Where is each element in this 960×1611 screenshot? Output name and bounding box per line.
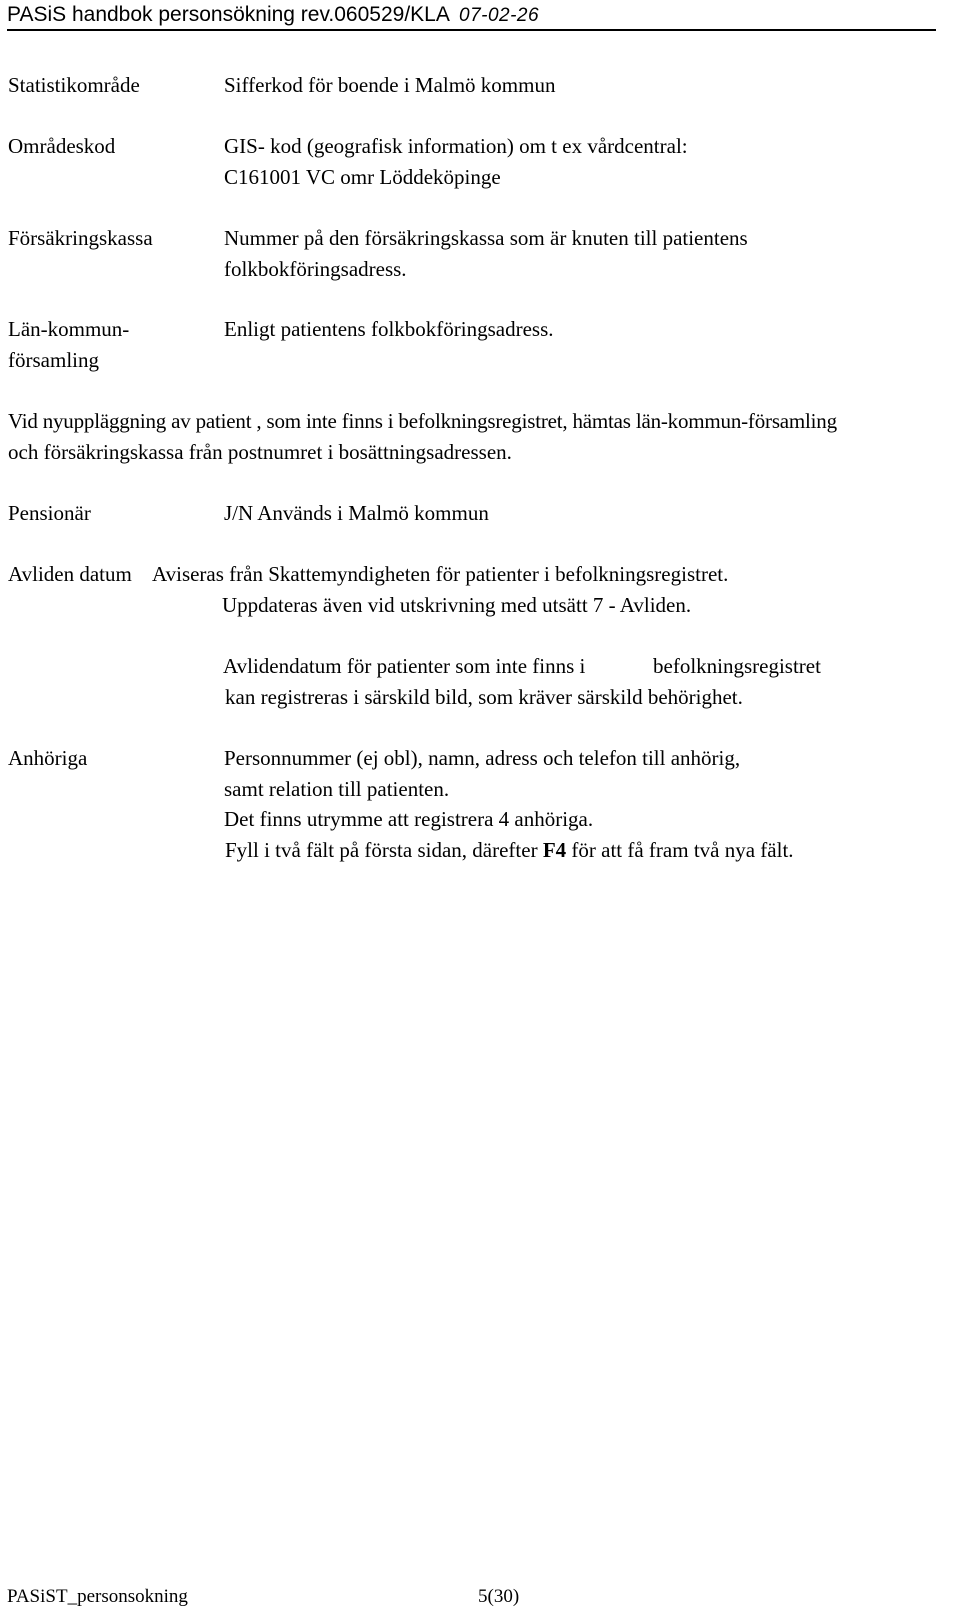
footer-filename: PASiST_personsokning: [7, 1586, 188, 1607]
term-anhoriga: Anhöriga: [8, 746, 88, 770]
desc-avliden-extra-2: kan registreras i särskild bild, som kräver särskild behörighet.: [225, 685, 743, 709]
term-statistikomrade: Statistikområde: [8, 73, 140, 97]
desc-anhoriga-line1: Personnummer (ej obl), namn, adress och telefon till anhörig,: [224, 746, 741, 770]
desc-anhoriga-line4-post: för att få fram två nya fält.: [566, 838, 794, 862]
desc-forsakringskassa-line2: folkbokföringsadress.: [224, 257, 407, 281]
desc-anhoriga-line2: samt relation till patienten.: [224, 777, 450, 801]
document-date: 07-02-26: [459, 5, 540, 26]
header-divider: [7, 29, 936, 31]
desc-forsakringskassa-line1: Nummer på den försäkringskassa som är knuten till patientens: [224, 226, 748, 250]
term-lan-kommun-line2: församling: [8, 348, 99, 372]
note-line-1: Vid nyuppläggning av patient , som inte finns i befolkningsregistret, hämtas län-kommun-församling: [8, 409, 837, 433]
term-avliden-datum: Avliden datum: [8, 562, 132, 586]
term-omradeskod: Områdeskod: [8, 134, 116, 158]
desc-omradeskod-line1: GIS- kod (geografisk information) om t ex vårdcentral:: [224, 134, 688, 158]
desc-lan-kommun: Enligt patientens folkbokföringsadress.: [224, 317, 554, 341]
document-title: PASiS handbok personsökning rev.060529/KLA: [7, 3, 450, 26]
note-line-2: och försäkringskassa från postnumret i bosättningsadressen.: [8, 440, 512, 464]
desc-avliden-line2: Uppdateras även vid utskrivning med utsätt 7 - Avliden.: [222, 593, 692, 617]
f4-key-label: F4: [542, 838, 567, 862]
desc-avliden-extra-b: befolkningsregistret: [653, 654, 821, 678]
desc-anhoriga-line3: Det finns utrymme att registrera 4 anhöriga.: [224, 807, 594, 831]
desc-omradeskod-line2: C161001 VC omr Löddeköpinge: [224, 165, 501, 189]
desc-statistikomrade: Sifferkod för boende i Malmö kommun: [224, 73, 556, 97]
desc-avliden-extra-a: Avlidendatum för patienter som inte finns i: [223, 654, 586, 678]
term-lan-kommun-line1: Län-kommun-: [8, 317, 130, 341]
desc-anhoriga-line4-pre: Fyll i två fält på första sidan, därefter: [225, 838, 543, 862]
desc-pensionar: J/N Används i Malmö kommun: [224, 501, 489, 525]
desc-anhoriga-line4: [225, 835, 794, 866]
desc-avliden-line1: Aviseras från Skattemyndigheten för patienter i befolkningsregistret.: [152, 562, 729, 586]
term-pensionar: Pensionär: [8, 501, 91, 525]
term-forsakringskassa: Försäkringskassa: [8, 226, 153, 250]
footer-page-number: 5(30): [478, 1586, 520, 1607]
